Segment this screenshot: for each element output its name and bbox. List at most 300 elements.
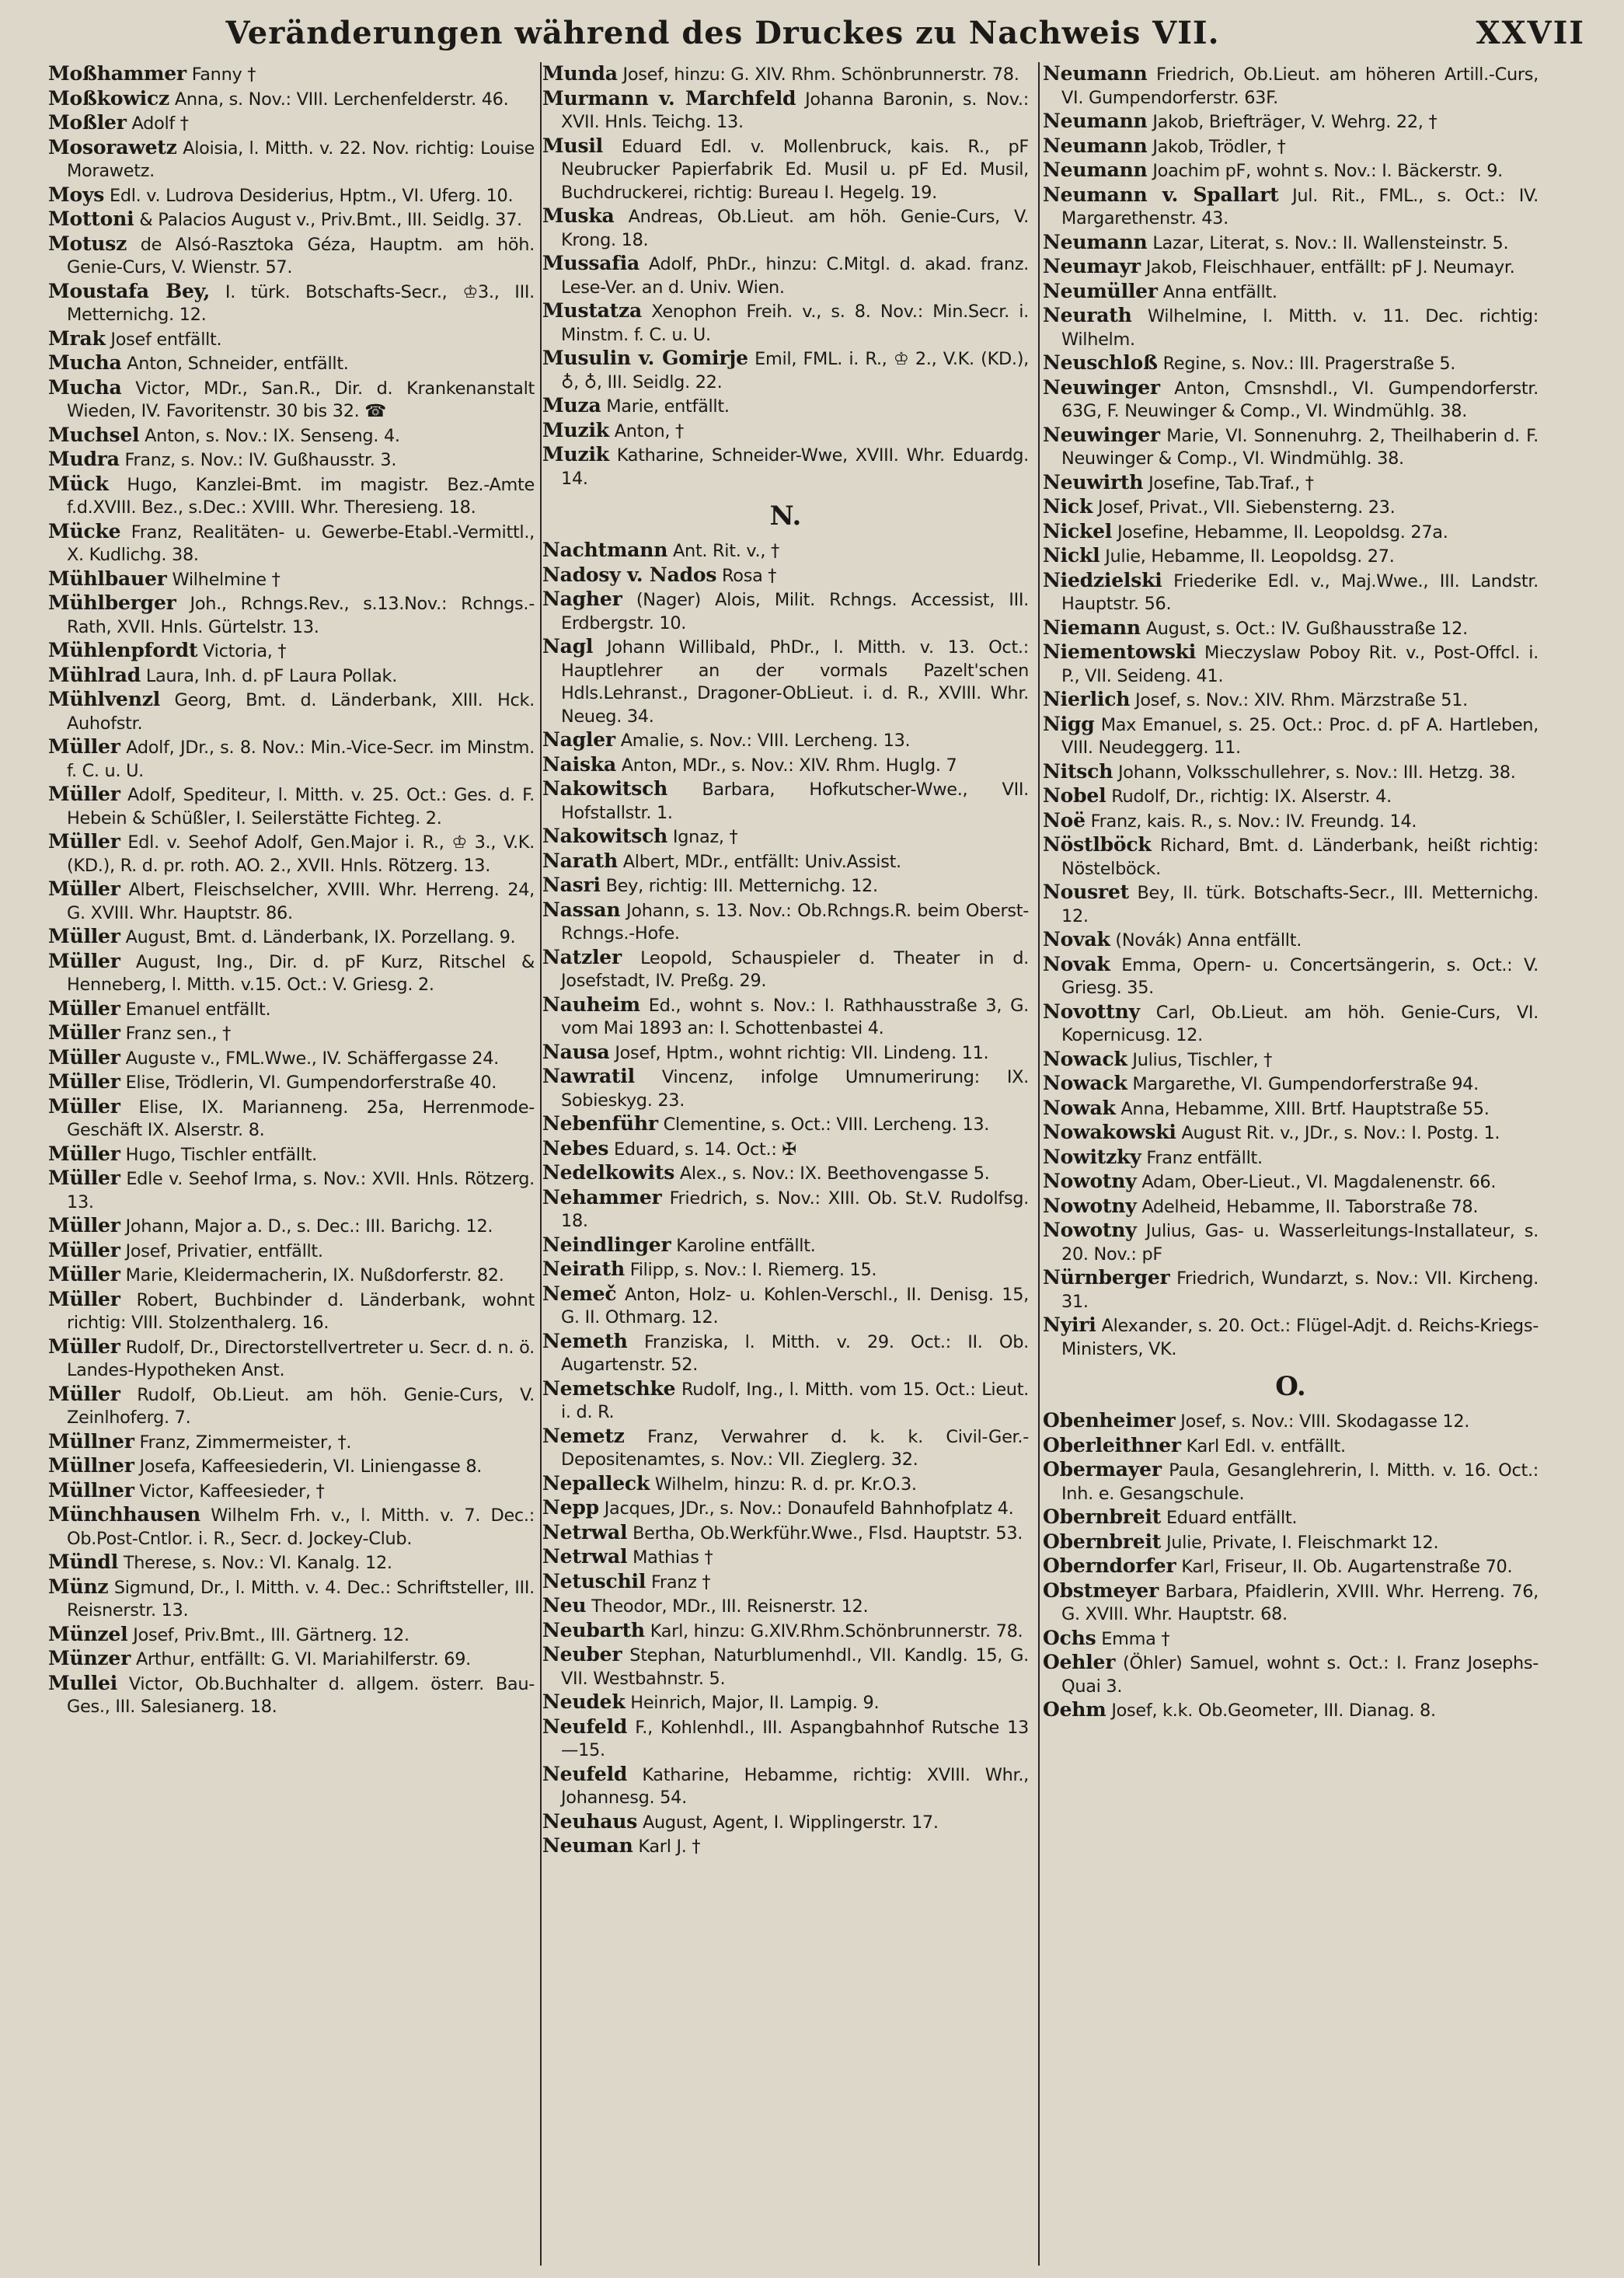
- entry-details: Josef, Privat., VII. Siebensterng. 23.: [1097, 497, 1396, 518]
- directory-entry: [542, 1137, 1029, 1162]
- entry-surname: Müller: [48, 1142, 120, 1165]
- entry-surname: Nowitzky: [1043, 1145, 1141, 1168]
- entry-details: Mieczyslaw Poboy Rit. v., Post-Offcl. i. P., VII. Seideng. 41.: [1061, 643, 1539, 686]
- directory-entry: [48, 232, 535, 280]
- directory-entry: [1043, 760, 1539, 785]
- entry-surname: Nemeč: [542, 1282, 617, 1305]
- directory-entry: [542, 635, 1029, 728]
- directory-entry: [48, 639, 535, 664]
- entry-details: Eduard Edl. v. Mollenbruck, kais. R., pF Neubrucker Papierfabrik Ed. Musil u. pF Ed. Musil, Buchdruckerei, richtig: Bureau I. Hegelg. 19.: [561, 136, 1029, 203]
- entry-details: Adolf, Spediteur, l. Mitth. v. 25. Oct.: Ges. d. F. Hebein & Schüßler, I. Seilerstätte Fichteg. 2.: [67, 785, 535, 829]
- directory-entry: [542, 993, 1029, 1041]
- entry-surname: Mosorawetz: [48, 135, 177, 159]
- directory-entry: [1043, 1458, 1539, 1505]
- section-letter: N.: [769, 501, 802, 532]
- directory-entry: [48, 591, 535, 639]
- directory-entry: [48, 448, 535, 473]
- entry-details: Barbara, Pfaidlerin, XVIII. Whr. Herreng. 76, G. XVIII. Whr. Hauptstr. 68.: [1061, 1581, 1539, 1624]
- entry-surname: Muza: [542, 394, 601, 417]
- entry-details: Friedrich, Ob.Lieut. am höheren Artill.-Curs, VI. Gumpendorferstr. 63F.: [1061, 65, 1539, 108]
- directory-entry: [48, 997, 535, 1022]
- entry-surname: Netrwal: [542, 1520, 628, 1544]
- directory-entry: [542, 87, 1029, 134]
- entry-details: Arthur, entfällt: G. VI. Mariahilferstr. 69.: [135, 1649, 471, 1669]
- entry-surname: Mück: [48, 472, 109, 495]
- entry-surname: Novottny: [1043, 999, 1140, 1023]
- entry-details: Anna, s. Nov.: VIII. Lerchenfelderstr. 46.: [174, 89, 509, 110]
- entry-details: Josef, s. Nov.: XIV. Rhm. Märzstraße 51.: [1135, 690, 1468, 710]
- entry-surname: Nowak: [1043, 1096, 1116, 1119]
- directory-entry: [48, 830, 535, 877]
- directory-entry: [542, 777, 1029, 825]
- directory-entry: [1043, 304, 1539, 351]
- entry-surname: Niementowski: [1043, 640, 1197, 663]
- directory-entry: [542, 825, 1029, 849]
- entry-details: Lazar, Literat, s. Nov.: II. Wallensteinstr. 5.: [1152, 232, 1509, 253]
- entry-details: Theodor, MDr., III. Reisnerstr. 12.: [591, 1596, 869, 1617]
- entry-details: Johann, Volksschullehrer, s. Nov.: III. Hetzg. 38.: [1118, 762, 1516, 783]
- entry-surname: Mühlvenzl: [48, 688, 161, 710]
- directory-entry: [1043, 1121, 1539, 1146]
- directory-entry: [1043, 1146, 1539, 1170]
- directory-entry: [1043, 1170, 1539, 1195]
- directory-entry: [542, 753, 1029, 778]
- entry-details: Jakob, Fleischhauer, entfällt: pF J. Neumayr.: [1145, 257, 1515, 277]
- entry-details: (Öhler) Samuel, wohnt s. Oct.: I. Franz Josephs-Quai 3.: [1061, 1653, 1539, 1697]
- entry-details: Josefine, Hebamme, II. Leopoldsg. 27a.: [1117, 522, 1448, 542]
- directory-entry: [48, 1021, 535, 1046]
- entry-details: Josef, Privatier, entfällt.: [125, 1240, 323, 1261]
- directory-entry: [48, 1167, 535, 1214]
- entry-details: Karl, hinzu: G.XIV.Rhm.Schönbrunnerstr. 78.: [650, 1620, 1023, 1641]
- directory-entry: [48, 376, 535, 424]
- directory-entry: [1043, 1048, 1539, 1073]
- entry-surname: Müller: [48, 925, 120, 947]
- entry-surname: Munda: [542, 62, 618, 85]
- entry-surname: Neu: [542, 1594, 587, 1617]
- entry-surname: Neufeld: [542, 1762, 628, 1785]
- entry-surname: Nakowitsch: [542, 777, 668, 800]
- directory-entry: [1043, 424, 1539, 471]
- entry-details: Fanny †: [191, 65, 256, 85]
- directory-entry: [542, 1496, 1029, 1521]
- entry-surname: Netrwal: [542, 1545, 628, 1568]
- directory-entry: [542, 1643, 1029, 1690]
- directory-entry: [542, 443, 1029, 490]
- entry-surname: Moustafa Bey,: [48, 279, 211, 302]
- entry-surname: Muzik: [542, 443, 609, 466]
- directory-entry: [1043, 1651, 1539, 1698]
- entry-surname: Niedzielski: [1043, 568, 1162, 591]
- directory-entry: [1043, 833, 1539, 881]
- entry-details: Josef, s. Nov.: VIII. Skodagasse 12.: [1180, 1411, 1470, 1432]
- entry-details: Richard, Bmt. d. Länderbank, heißt richtig: Nöstelböck.: [1061, 835, 1539, 879]
- entry-details: Edl. v. Ludrova Desiderius, Hptm., VI. Uferg. 10.: [109, 185, 514, 206]
- directory-entry: [1043, 1195, 1539, 1219]
- entry-details: Rudolf, Ob.Lieut. am höh. Genie-Curs, V. Zeinlhoferg. 7.: [67, 1384, 535, 1428]
- directory-entry: [1043, 616, 1539, 641]
- entry-details: Rosa †: [722, 565, 777, 586]
- directory-entry: [48, 1335, 535, 1383]
- directory-entry: [542, 252, 1029, 299]
- entry-details: (Nager) Alois, Milit. Rchngs. Accessist, III. Erdbergstr. 10.: [561, 590, 1029, 633]
- directory-entry: [1043, 183, 1539, 231]
- directory-entry: [542, 134, 1029, 205]
- entry-details: Karoline entfällt.: [676, 1235, 816, 1256]
- entry-surname: Neumann: [1043, 110, 1148, 132]
- entry-details: Franz sen., †: [125, 1024, 232, 1044]
- directory-entry: [1043, 688, 1539, 713]
- directory-entry: [542, 1763, 1029, 1810]
- entry-surname: Natzler: [542, 945, 622, 968]
- directory-entry: [542, 419, 1029, 444]
- entry-details: Vincenz, infolge Umnumerirung: IX. Sobieskyg. 23.: [561, 1067, 1029, 1111]
- entry-surname: Mullei: [48, 1671, 118, 1694]
- entry-details: Elise, Trödlerin, VI. Gumpendorferstraße 40.: [125, 1073, 497, 1093]
- directory-entry: [48, 473, 535, 520]
- entry-details: I. türk. Botschafts-Secr., ♔3., III. Metternichg. 12.: [67, 281, 535, 325]
- directory-entry: [48, 1142, 535, 1167]
- directory-entry: [542, 204, 1029, 252]
- entry-details: Anton, Schneider, entfällt.: [127, 354, 349, 374]
- entry-details: Anton, Cmsnshdl., VI. Gumpendorferstr. 63G, F. Neuwinger & Comp., VI. Windmühlg. 38.: [1061, 378, 1539, 421]
- directory-entry: [48, 1383, 535, 1430]
- entry-details: Franz, Verwahrer d. k. k. Civil-Ger.-Depositenamtes, s. Nov.: VII. Zieglerg. 32.: [561, 1426, 1029, 1470]
- entry-details: August, Bmt. d. Länderbank, IX. Porzellang. 9.: [125, 927, 516, 947]
- entry-surname: Müller: [48, 1167, 120, 1189]
- entry-surname: Netuschil: [542, 1569, 646, 1593]
- directory-entry: [542, 946, 1029, 993]
- entry-details: Franz entfällt.: [1146, 1147, 1263, 1168]
- entry-surname: Obernbreit: [1043, 1505, 1162, 1528]
- entry-surname: Müller: [48, 735, 120, 758]
- directory-entry: [542, 874, 1029, 898]
- directory-entry: [48, 62, 535, 87]
- directory-entry: [48, 1672, 535, 1719]
- entry-details: Victor, MDr., San.R., Dir. d. Krankenanstalt Wieden, IV. Favoritenstr. 30 bis 32. ☎: [67, 378, 535, 421]
- entry-details: Margarethe, VI. Gumpendorferstraße 94.: [1132, 1074, 1479, 1094]
- entry-surname: Nemeth: [542, 1329, 628, 1352]
- entry-surname: Mücke: [48, 519, 121, 542]
- entry-details: Alex., s. Nov.: IX. Beethovengasse 5.: [679, 1163, 990, 1184]
- entry-surname: Neirath: [542, 1258, 625, 1280]
- entry-details: Julie, Private, I. Fleischmarkt 12.: [1166, 1532, 1439, 1553]
- entry-surname: Nemetschke: [542, 1376, 676, 1400]
- entry-surname: Niemann: [1043, 616, 1141, 639]
- column-2: [542, 62, 1029, 2266]
- entry-surname: Obenheimer: [1043, 1409, 1176, 1432]
- entry-surname: Neumann: [1043, 134, 1148, 157]
- directory-entry: [542, 1282, 1029, 1330]
- entry-details: Rudolf, Dr., richtig: IX. Alserstr. 4.: [1111, 787, 1392, 807]
- entry-details: Bey, richtig: III. Metternichg. 12.: [605, 876, 878, 896]
- entry-details: Jul. Rit., FML., s. Oct.: IV. Margarethenstr. 43.: [1061, 185, 1539, 228]
- entry-surname: Nebes: [542, 1136, 609, 1160]
- entry-surname: Musulin v. Gomirje: [542, 347, 748, 369]
- directory-entry: [1043, 1505, 1539, 1530]
- entry-surname: Müller: [48, 1214, 120, 1237]
- entry-surname: Nöstlböck: [1043, 833, 1152, 856]
- entry-details: Alexander, s. 20. Oct.: Flügel-Adjt. d. Reichs-Kriegs-Ministers, VK.: [1061, 1316, 1539, 1359]
- entry-details: Eduard, s. 14. Oct.: ✠: [614, 1139, 796, 1160]
- entry-details: Paula, Gesanglehrerin, l. Mitth. v. 16. Oct.: Inh. e. Gesangschule.: [1061, 1460, 1539, 1504]
- directory-entry: [1043, 1097, 1539, 1122]
- directory-entry: [48, 1551, 535, 1575]
- entry-surname: Nousret: [1043, 881, 1130, 903]
- entry-details: Carl, Ob.Lieut. am höh. Genie-Curs, VI. Kopernicusg. 12.: [1061, 1002, 1539, 1045]
- directory-entry: [542, 563, 1029, 588]
- entry-surname: Nitsch: [1043, 759, 1113, 783]
- entry-details: Josef, k.k. Ob.Geometer, III. Dianag. 8.: [1111, 1701, 1436, 1721]
- entry-details: Sigmund, Dr., l. Mitth. v. 4. Dec.: Schriftsteller, III. Reisnerstr. 13.: [67, 1577, 535, 1620]
- directory-entry: [1043, 231, 1539, 256]
- directory-entry: [1043, 953, 1539, 1000]
- entry-details: Rudolf, Dr., Directorstellvertreter u. Secr. d. n. ö. Landes-Hypotheken Anst.: [67, 1337, 535, 1380]
- directory-entry: [1043, 881, 1539, 928]
- entry-surname: Müller: [48, 1070, 120, 1093]
- entry-surname: Müller: [48, 996, 120, 1020]
- entry-details: Franz, Zimmermeister, †.: [139, 1432, 352, 1453]
- entry-surname: Neuwinger: [1043, 423, 1160, 446]
- entry-details: Johann, s. 13. Nov.: Ob.Rchngs.R. beim Oberst-Rchngs.-Hofe.: [561, 900, 1029, 944]
- directory-entry: [542, 1521, 1029, 1546]
- entry-surname: Neuber: [542, 1643, 622, 1666]
- entry-details: Franz †: [650, 1572, 711, 1593]
- entry-details: Ed., wohnt s. Nov.: I. Rathhausstraße 3, G. vom Mai 1893 an: I. Schottenbastei 4.: [561, 995, 1029, 1038]
- entry-details: Katharine, Schneider-Wwe, XVIII. Whr. Eduardg. 14.: [561, 445, 1029, 489]
- entry-details: Julius, Tischler, †: [1132, 1049, 1273, 1070]
- entry-surname: Novak: [1043, 952, 1110, 975]
- entry-surname: Müllner: [48, 1478, 134, 1502]
- directory-entry: [542, 1041, 1029, 1066]
- entry-details: Georg, Bmt. d. Länderbank, XIII. Hck. Auhofstr.: [67, 690, 535, 734]
- entry-details: Filipp, s. Nov.: I. Riemerg. 15.: [629, 1260, 877, 1280]
- entry-surname: Mussafia: [542, 252, 640, 274]
- entry-details: Joh., Rchngs.Rev., s.13.Nov.: Rchngs.-Rath, XVII. Hnls. Gürtelstr. 13.: [67, 594, 535, 637]
- entry-surname: Nürnberger: [1043, 1266, 1170, 1289]
- entry-surname: Nobel: [1043, 784, 1106, 807]
- entry-details: Karl J. †: [638, 1837, 701, 1857]
- entry-surname: Mrak: [48, 326, 106, 350]
- directory-entry: [1043, 1579, 1539, 1627]
- entry-details: Albert, Fleischselcher, XVIII. Whr. Herreng. 24, G. XVIII. Whr. Hauptstr. 86.: [67, 880, 535, 923]
- entry-surname: Neumüller: [1043, 279, 1158, 302]
- entry-details: Stephan, Naturblumenhdl., VII. Kandlg. 15, G. VII. Westbahnstr. 5.: [561, 1645, 1029, 1689]
- directory-entry: [1043, 569, 1539, 616]
- entry-details: Anna, Hebamme, XIII. Brtf. Hauptstraße 55.: [1120, 1098, 1490, 1119]
- entry-details: Robert, Buchbinder d. Länderbank, wohnt richtig: VIII. Stolzenthalerg. 16.: [67, 1289, 535, 1333]
- directory-entry: [1043, 1434, 1539, 1459]
- entry-details: Andreas, Ob.Lieut. am höh. Genie-Curs, V. Krong. 18.: [561, 207, 1029, 250]
- entry-details: Franz, kais. R., s. Nov.: IV. Freundg. 14.: [1090, 811, 1417, 832]
- entry-details: Anton, †: [614, 420, 684, 441]
- entry-details: Xenophon Freih. v., s. 8. Nov.: Min.Secr. i. Minstm. f. C. u. U.: [561, 302, 1029, 345]
- section-letter: O.: [1275, 1371, 1306, 1402]
- entry-surname: Müller: [48, 1094, 120, 1118]
- entry-details: Julie, Hebamme, II. Leopoldsg. 27.: [1105, 546, 1395, 567]
- entry-details: Franz, s. Nov.: IV. Gußhausstr. 3.: [124, 450, 397, 470]
- entry-surname: Obernbreit: [1043, 1530, 1162, 1553]
- directory-entry: [48, 688, 535, 735]
- directory-entry: [48, 783, 535, 830]
- entry-surname: Musil: [542, 134, 603, 157]
- entry-details: Heinrich, Major, II. Lampig. 9.: [630, 1693, 880, 1713]
- entry-details: Julius, Gas- u. Wasserleitungs-Installateur, s. 20. Nov.: pF: [1061, 1221, 1539, 1265]
- entry-surname: Ochs: [1043, 1626, 1096, 1649]
- entry-surname: Nadosy v. Nados: [542, 563, 717, 586]
- directory-entry: [1043, 520, 1539, 545]
- entry-surname: Nowack: [1043, 1072, 1127, 1094]
- entry-surname: Münzer: [48, 1647, 131, 1669]
- entry-surname: Nehammer: [542, 1185, 662, 1209]
- entry-surname: Neufeld: [542, 1715, 628, 1738]
- entry-surname: Moßkowicz: [48, 86, 169, 110]
- directory-entry: [1043, 1530, 1539, 1555]
- directory-entry: [542, 347, 1029, 394]
- directory-entry: [542, 1425, 1029, 1472]
- directory-entry: [542, 539, 1029, 563]
- directory-entry: [1043, 62, 1539, 110]
- entry-surname: Neumann: [1043, 159, 1148, 181]
- entry-surname: Nassan: [542, 898, 621, 921]
- entry-surname: Müller: [48, 1021, 120, 1044]
- directory-entry: [48, 424, 535, 448]
- entry-surname: Neudek: [542, 1690, 626, 1713]
- directory-entry: [48, 280, 535, 327]
- directory-entry: [48, 1575, 535, 1623]
- entry-surname: Muchsel: [48, 423, 140, 446]
- page-title: Veränderungen während des Druckes zu Nachweis VII.: [225, 15, 1220, 51]
- directory-entry: [542, 1810, 1029, 1835]
- entry-surname: Muzik: [542, 418, 609, 441]
- entry-details: Elise, IX. Marianneng. 25a, Herrenmode-Geschäft IX. Alserstr. 8.: [67, 1097, 535, 1140]
- directory-entry: [48, 136, 535, 183]
- entry-details: Anton, MDr., s. Nov.: XIV. Rhm. Huglg. 7: [621, 755, 957, 776]
- directory-entry: [542, 728, 1029, 753]
- entry-surname: Nierlich: [1043, 688, 1131, 710]
- directory-entry: [1043, 1627, 1539, 1652]
- entry-surname: Nyiri: [1043, 1313, 1096, 1336]
- directory-entry: [1043, 159, 1539, 183]
- directory-entry: [48, 1214, 535, 1239]
- entry-details: Karl, Friseur, II. Ob. Augartenstraße 70.: [1181, 1557, 1513, 1577]
- entry-details: Josef, hinzu: G. XIV. Rhm. Schönbrunnerstr. 78.: [622, 65, 1019, 85]
- directory-entry: [542, 1594, 1029, 1619]
- entry-surname: Obermayer: [1043, 1458, 1162, 1481]
- entry-details: Regine, s. Nov.: III. Pragerstraße 5.: [1162, 354, 1456, 374]
- directory-entry: [48, 1623, 535, 1648]
- directory-entry: [542, 1377, 1029, 1425]
- directory-entry: [48, 1454, 535, 1479]
- directory-entry: [48, 1288, 535, 1335]
- entry-details: Max Emanuel, s. 25. Oct.: Proc. d. pF A. Hartleben, VIII. Neudeggerg. 11.: [1061, 714, 1539, 758]
- directory-entry: [542, 1545, 1029, 1570]
- directory-entry: [1043, 134, 1539, 159]
- entry-details: Franziska, l. Mitth. v. 29. Oct.: II. Ob. Augartenstr. 52.: [561, 1331, 1029, 1375]
- directory-entry: [542, 1233, 1029, 1258]
- entry-details: Friederike Edl. v., Maj.Wwe., III. Landstr. Hauptstr. 56.: [1061, 570, 1539, 614]
- directory-entry: [1043, 110, 1539, 134]
- entry-surname: Oehm: [1043, 1698, 1106, 1721]
- column-3: [1043, 62, 1539, 2266]
- directory-entry: [48, 351, 535, 376]
- entry-surname: Nowack: [1043, 1047, 1127, 1070]
- entry-details: Edl. v. Seehof Adolf, Gen.Major i. R., ♔ 3., V.K. (KD.), R. d. pr. roth. AO. 2., XVII. Hnls. Rötzerg. 13.: [67, 832, 535, 876]
- entry-surname: Müller: [48, 1334, 120, 1358]
- entry-surname: Nagher: [542, 588, 622, 610]
- entry-details: Josef entfällt.: [110, 329, 222, 350]
- entry-surname: Münz: [48, 1575, 109, 1598]
- entry-details: Mathias †: [633, 1547, 713, 1568]
- directory-entry: [542, 849, 1029, 874]
- entry-details: Bertha, Ob.Werkführ.Wwe., Flsd. Hauptstr. 53.: [633, 1523, 1023, 1544]
- entry-surname: Müllner: [48, 1454, 134, 1477]
- directory-entry: [542, 1619, 1029, 1644]
- entry-surname: Nakowitsch: [542, 825, 668, 847]
- entry-details: Albert, MDr., entfällt: Univ.Assist.: [622, 851, 901, 872]
- entry-surname: Moßler: [48, 111, 127, 134]
- entry-surname: Neindlinger: [542, 1233, 671, 1256]
- entry-surname: Neumayr: [1043, 255, 1141, 277]
- directory-entry: [1043, 1554, 1539, 1579]
- entry-details: Edle v. Seehof Irma, s. Nov.: XVII. Hnls. Rötzerg. 13.: [67, 1169, 535, 1212]
- directory-entry: [1043, 713, 1539, 760]
- entry-surname: Nepalleck: [542, 1471, 650, 1495]
- entry-surname: Nemetz: [542, 1424, 625, 1447]
- entry-surname: Motusz: [48, 232, 127, 255]
- entry-details: Katharine, Hebamme, richtig: XVIII. Whr., Johannesg. 54.: [561, 1764, 1029, 1808]
- directory-entry: [48, 925, 535, 950]
- entry-details: Josef, Priv.Bmt., III. Gärtnerg. 12.: [133, 1624, 409, 1645]
- entry-surname: Müller: [48, 783, 120, 805]
- entry-details: Adolf, PhDr., hinzu: C.Mitgl. d. akad. franz. Lese-Ver. an d. Univ. Wien.: [561, 254, 1029, 298]
- entry-surname: Mühlberger: [48, 591, 176, 614]
- entry-surname: Nowotny: [1043, 1170, 1137, 1192]
- entry-surname: Novak: [1043, 928, 1110, 951]
- directory-entry: [1043, 1313, 1539, 1361]
- entry-details: Johann, Major a. D., s. Dec.: III. Barichg. 12.: [125, 1216, 493, 1237]
- entry-surname: Müller: [48, 877, 120, 900]
- directory-entry: [48, 87, 535, 112]
- directory-entry: [48, 327, 535, 352]
- entry-details: Josefine, Tab.Traf., †: [1148, 473, 1314, 494]
- entry-details: Victor, Ob.Buchhalter d. allgem. österr. Bau-Ges., III. Salesianerg. 18.: [67, 1673, 535, 1717]
- directory-entry: [48, 1503, 535, 1551]
- directory-entry: [542, 1715, 1029, 1763]
- directory-entry: [542, 898, 1029, 946]
- directory-entry: [1043, 784, 1539, 809]
- entry-surname: Nasri: [542, 874, 601, 896]
- entry-details: Karl Edl. v. entfällt.: [1186, 1436, 1346, 1456]
- entry-details: Anna entfällt.: [1162, 281, 1277, 302]
- entry-details: August, Ing., Dir. d. pF Kurz, Ritschel & Henneberg, l. Mitth. v.15. Oct.: V. Griesg. 2.: [67, 951, 535, 995]
- directory-entry: [48, 208, 535, 232]
- entry-details: Laura, Inh. d. pF Laura Pollak.: [145, 665, 398, 686]
- directory-entry: [48, 183, 535, 208]
- entry-surname: Nagl: [542, 635, 594, 658]
- page-number: XXVII: [1476, 15, 1585, 51]
- entry-details: Marie, Kleidermacherin, IX. Nußdorferstr. 82.: [125, 1265, 504, 1286]
- entry-details: Emil, FML. i. R., ♔ 2., V.K. (KD.), ♁, ♁, III. Seidlg. 22.: [561, 349, 1029, 392]
- directory-entry: [542, 1472, 1029, 1497]
- entry-details: Ignaz, †: [672, 827, 738, 847]
- page-header: [47, 9, 1601, 58]
- entry-surname: Mucha: [48, 375, 122, 399]
- entry-details: F., Kohlenhdl., III. Aspangbahnhof Rutsche 13—15.: [561, 1717, 1029, 1760]
- entry-details: Eduard entfällt.: [1166, 1508, 1298, 1528]
- entry-surname: Oehler: [1043, 1651, 1116, 1673]
- entry-details: Clementine, s. Oct.: VIII. Lercheng. 13.: [663, 1115, 990, 1135]
